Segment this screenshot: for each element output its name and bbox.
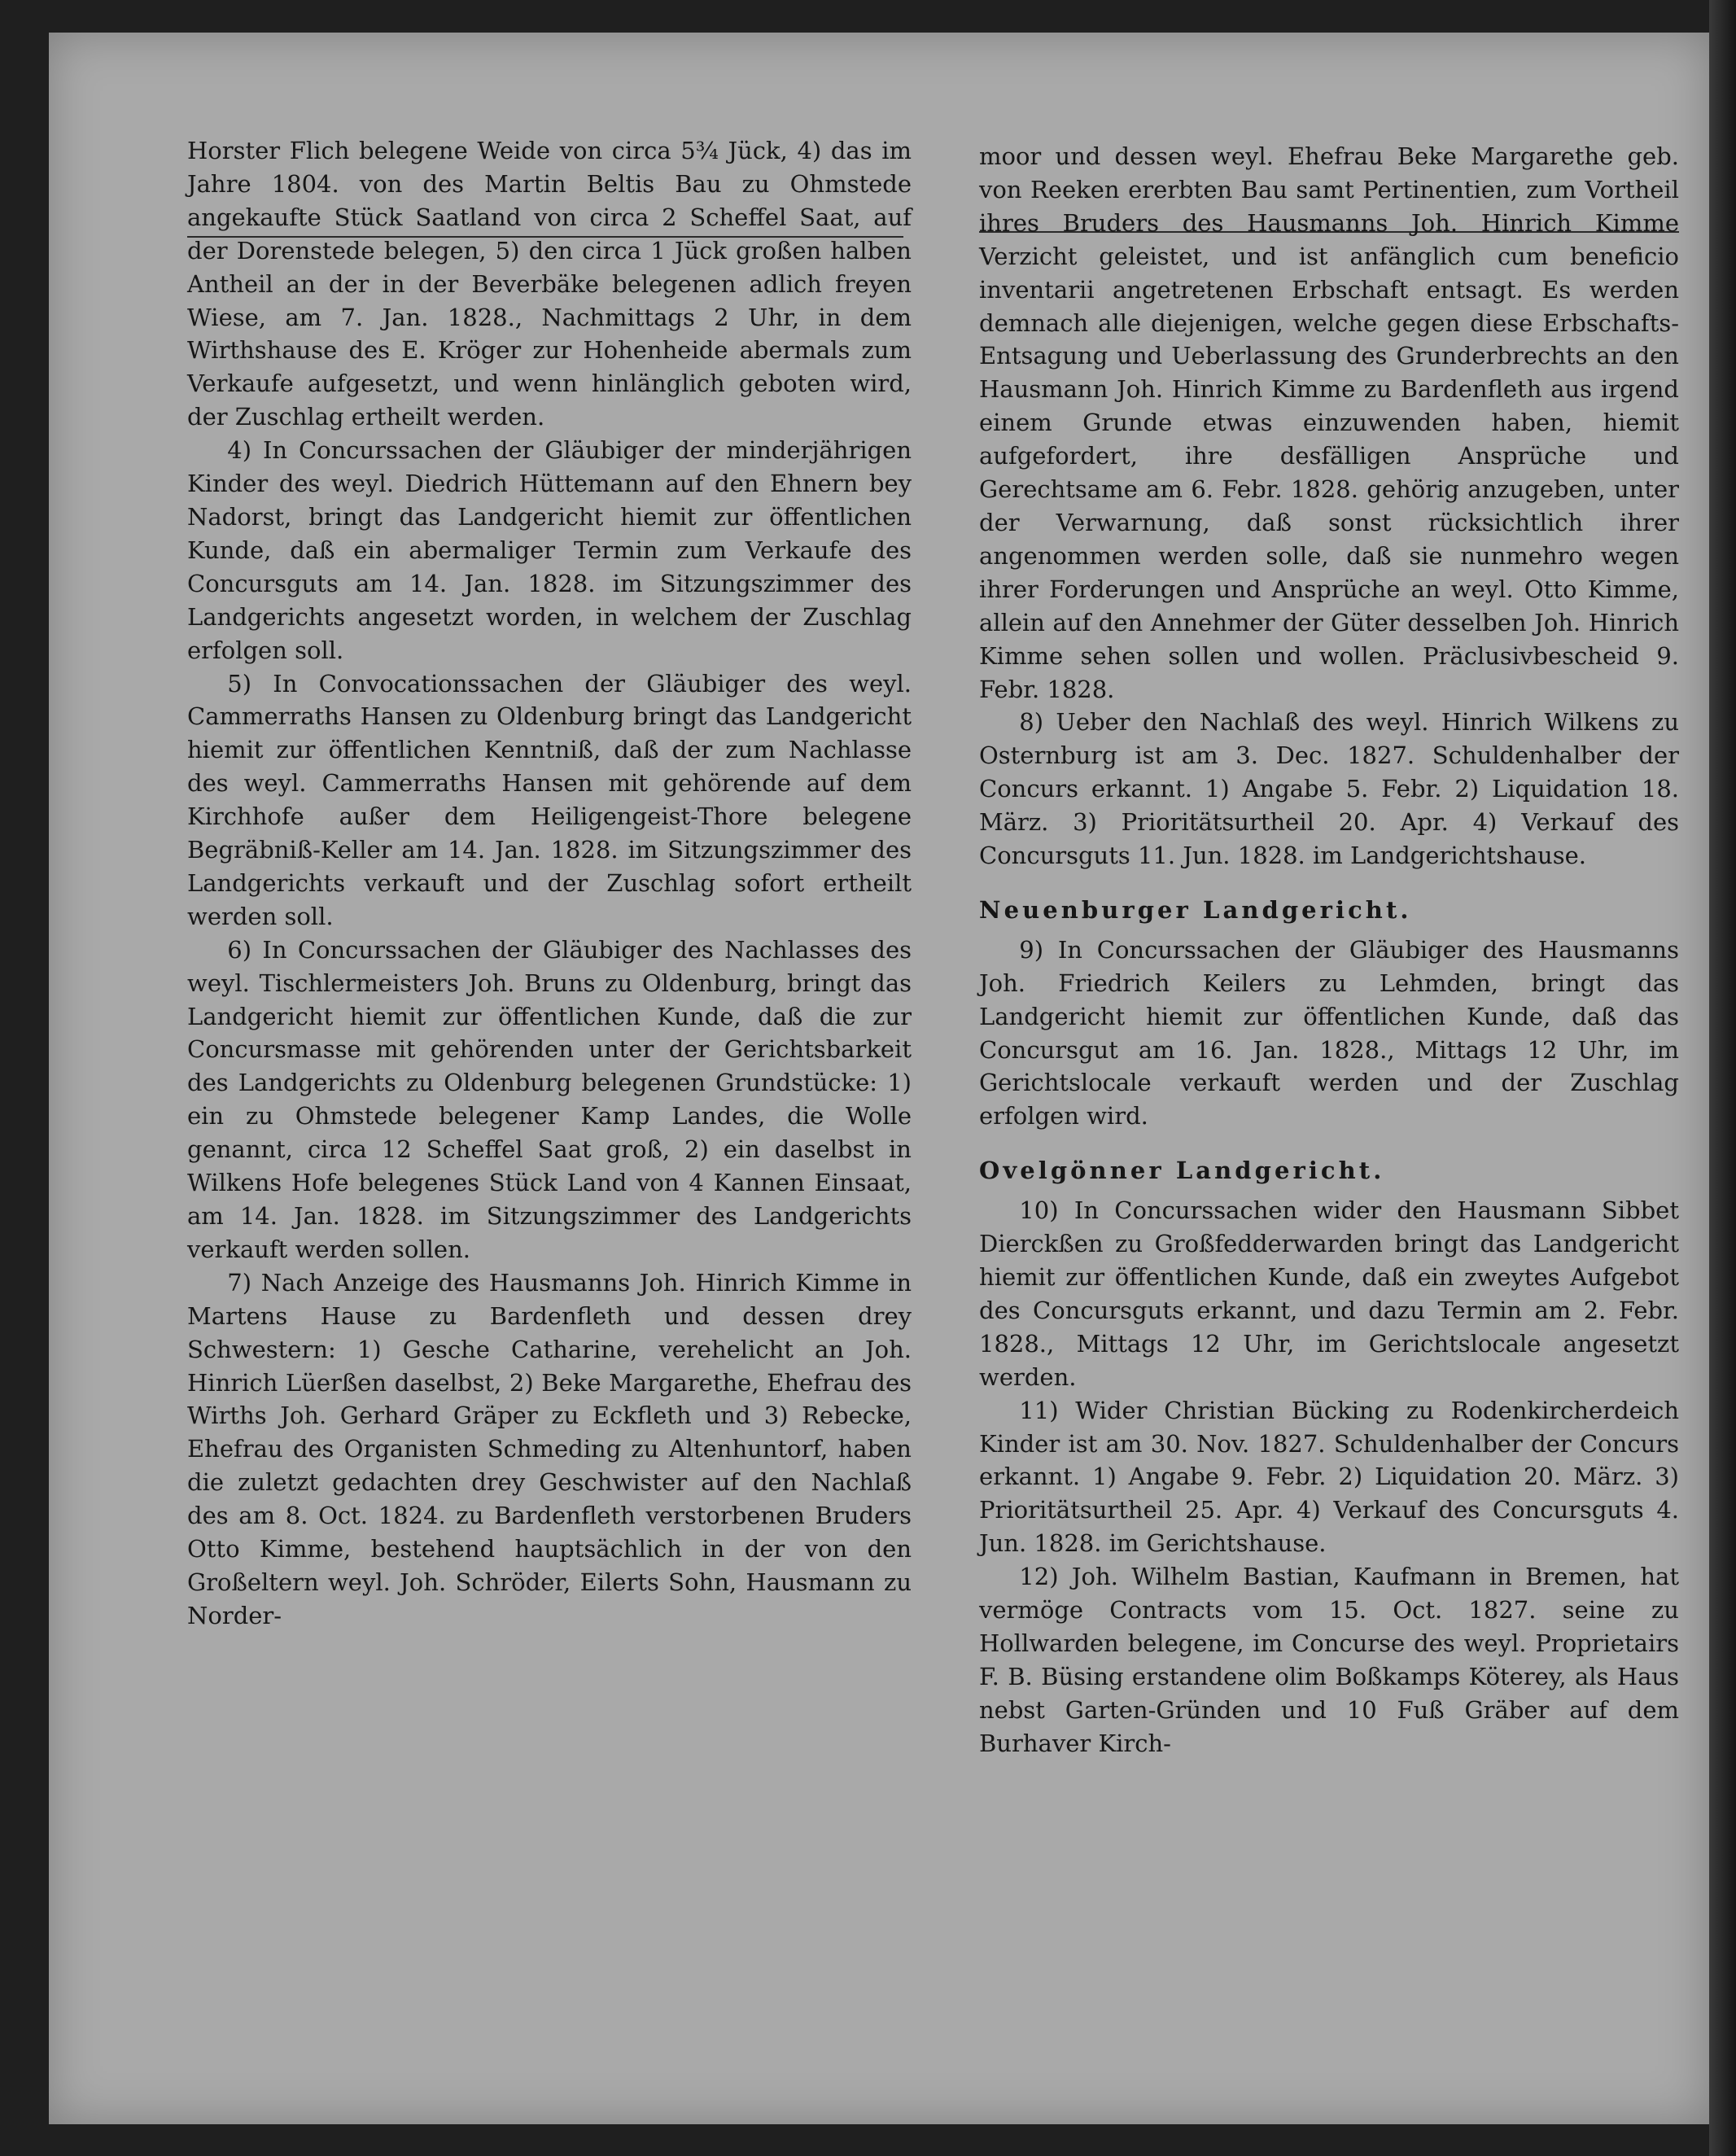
- paragraph-7: 7) Nach Anzeige des Hausmanns Joh. Hinrich Kimme in Martens Hause zu Bardenfleth und dessen drey Schwestern: 1) Gesche Catharine, verehelicht an Joh. Hinrich Lüerßen daselbst, 2) Beke Margarethe, Ehefrau des Wirths Joh. Gerhard Gräper zu Eckfleth und 3) Rebecke, Ehefrau des Organisten Schmeding zu Altenhuntorf, haben die zuletzt gedachten drey Geschwister auf den Nachlaß des am 8. Oct. 1824. zu Bardenfleth verstorbenen Bruders Otto Kimme, bestehend hauptsächlich in der von den Großeltern weyl. Joh. Schröder, Eilerts Sohn, Hausmann zu Norder-: [187, 1268, 912, 1629]
- paragraph-8: 8) Ueber den Nachlaß des weyl. Hinrich Wilkens zu Osternburg ist am 3. Dec. 1827. Schuldenhalber der Concurs erkannt. 1) Angabe 5. Febr. 2) Liquidation 18. März. 3) Prioritätsurtheil 20. Apr. 4) Verkauf des Concursguts 11. Jun. 1828. im Landgerichtshause.: [979, 708, 1679, 870]
- paragraph-4: 4) In Concurssachen der Gläubiger der minderjährigen Kinder des weyl. Diedrich Hüttemann auf den Ehnern bey Nadorst, bringt das Landgericht hiemit zur öffentlichen Kunde, daß ein abermaliger Termin zum Verkaufe des Concursguts am 14. Jan. 1828. im Sitzungszimmer des Landgerichts angesetzt worden, in welchem der Zuschlag erfolgen soll.: [187, 436, 912, 664]
- paragraph-6: 6) In Concurssachen der Gläubiger des Nachlasses des weyl. Tischlermeisters Joh. Bruns zu Oldenburg, bringt das Landgericht hiemit zur öffentlichen Kunde, daß die zur Concursmasse mit gehörenden unter der Gerichtsbarkeit des Landgerichts zu Oldenburg belegenen Grundstücke: 1) ein zu Ohmstede belegener Kamp Landes, die Wolle genannt, circa 12 Scheffel Saat groß, 2) ein daselbst in Wilkens Hofe belegenes Stück Land von 4 Kannen Einsaat, am 14. Jan. 1828. im Sitzungszimmer des Landgerichts verkauft werden sollen.: [187, 935, 912, 1263]
- paragraph-11: 11) Wider Christian Bücking zu Rodenkircherdeich Kinder ist am 30. Nov. 1827. Schuldenhalber der Concurs erkannt. 1) Angabe 9. Febr. 2) Liquidation 20. März. 3) Prioritätsurtheil 25. Apr. 4) Verkauf des Concursguts 4. Jun. 1828. im Gerichtshause.: [979, 1396, 1679, 1558]
- paragraph-12: 12) Joh. Wilhelm Bastian, Kaufmann in Bremen, hat vermöge Contracts vom 15. Oct. 1827. seine zu Hollwarden belegene, im Concurse des weyl. Proprietairs F. B. Büsing erstandene olim Boßkamps Köterey, als Haus nebst Garten-Gründen und 10 Fuß Gräber auf dem Burhaver Kirch-: [979, 1563, 1679, 1757]
- book-spine: [1709, 0, 1736, 2156]
- section-heading-ovelgoenne: Ovelgönner Landgericht.: [979, 1157, 1385, 1185]
- right-column: [979, 140, 1679, 1760]
- paragraph-7-continued: moor und dessen weyl. Ehefrau Beke Margarethe geb. von Reeken ererbten Bau samt Pertinentien, zum Vortheil ihres Bruders des Hausmanns Joh. Hinrich Kimme Verzicht geleistet, und ist anfänglich cum beneficio inventarii angetretenen Erbschaft entsagt. Es werden demnach alle diejenigen, welche gegen diese Erbschafts-Entsagung und Ueberlassung des Grunderbrechts an den Hausmann Joh. Hinrich Kimme zu Bardenfleth aus irgend einem Grunde etwas einzuwenden haben, hiemit aufgefordert, ihre desfälligen Ansprüche und Gerechtsame am 6. Febr. 1828. gehörig anzugeben, unter der Verwarnung, daß sonst rücksichtlich ihrer angenommen werden solle, daß sie nunmehro wegen ihrer Forderungen und Ansprüche an weyl. Otto Kimme, allein auf den Annehmer der Güter desselben Joh. Hinrich Kimme sehen sollen und wollen. Präclusivbescheid 9. Febr. 1828.: [979, 142, 1679, 703]
- paragraph-5: 5) In Convocationssachen der Gläubiger des weyl. Cammerraths Hansen zu Oldenburg bringt das Landgericht hiemit zur öffentlichen Kenntniß, daß der zum Nachlasse des weyl. Cammerraths Hansen mit gehörende auf dem Kirchhofe außer dem Heiligengeist-Thore belegene Begräbniß-Keller am 14. Jan. 1828. im Sitzungszimmer des Landgerichts verkauft und der Zuschlag sofort ertheilt werden soll.: [187, 669, 912, 930]
- paragraph-9: 9) In Concurssachen der Gläubiger des Hausmanns Joh. Friedrich Keilers zu Lehmden, bringt das Landgericht hiemit zur öffentlichen Kunde, daß das Concursgut am 16. Jan. 1828., Mittags 12 Uhr, im Gerichtslocale verkauft werden und der Zuschlag erfolgen wird.: [979, 935, 1679, 1130]
- paragraph-continued: Horster Flich belegene Weide von circa 5¾ Jück, 4) das im Jahre 1804. von des Martin Beltis Bau zu Ohmstede angekaufte Stück Saatland von circa 2 Scheffel Saat, auf der Dorenstede belegen, 5) den circa 1 Jück großen halben Antheil an der in der Beverbäke belegenen adlich freyen Wiese, am 7. Jan. 1828., Nachmittags 2 Uhr, in dem Wirthshause des E. Kröger zur Hohenheide abermals zum Verkaufe aufgesetzt, und wenn hinlänglich geboten wird, der Zuschlag ertheilt werden.: [187, 137, 912, 431]
- left-column: [187, 134, 912, 1633]
- paragraph-10: 10) In Concurssachen wider den Hausmann Sibbet Dierckßen zu Großfedderwarden bringt das Landgericht hiemit zur öffentlichen Kunde, daß ein zweytes Aufgebot des Concursguts erkannt, und dazu Termin am 2. Febr. 1828., Mittags 12 Uhr, im Gerichtslocale angesetzt werden.: [979, 1196, 1679, 1391]
- section-heading-neuenburg: Neuenburger Landgericht.: [979, 895, 1412, 924]
